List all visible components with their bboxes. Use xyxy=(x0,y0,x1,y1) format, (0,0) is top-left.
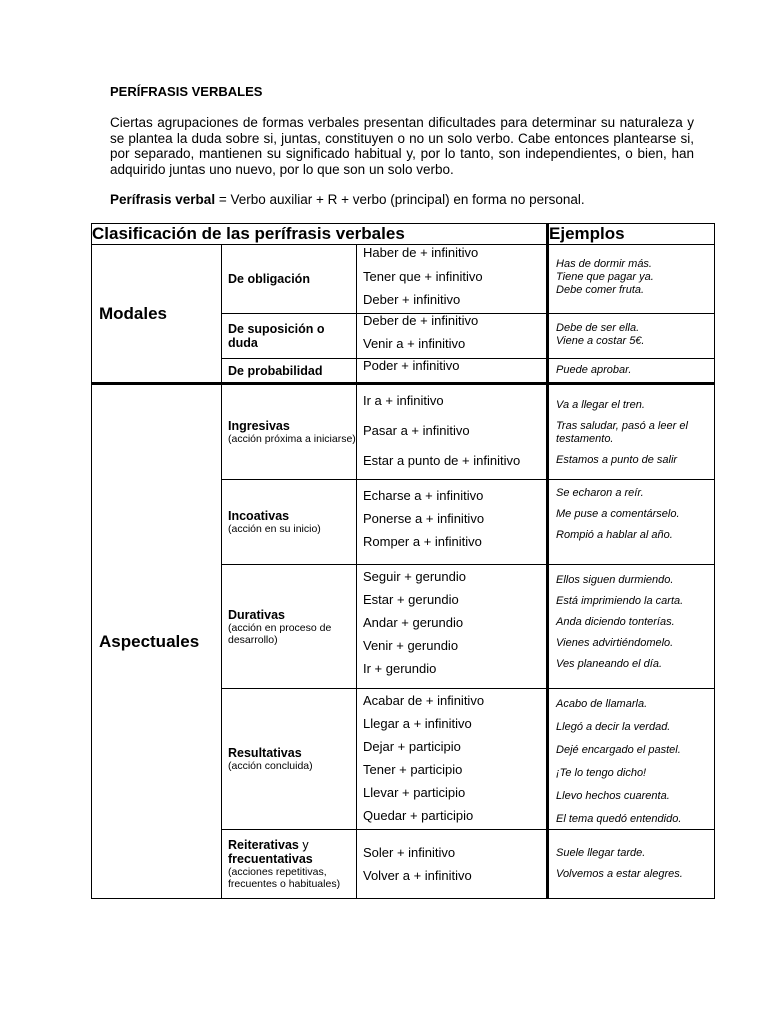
list-item: Anda diciendo tonterías. xyxy=(556,616,675,628)
examples-probabilidad xyxy=(548,359,715,384)
list-item: Andar + gerundio xyxy=(363,615,464,630)
list-item: Dejé encargado el pastel. xyxy=(556,744,681,756)
examples-incoativas xyxy=(548,480,715,565)
subtype-obligacion: De obligación xyxy=(222,245,357,314)
list-item: Tener + participio xyxy=(363,762,463,777)
document-title: PERÍFRASIS VERBALES xyxy=(110,84,263,99)
verbs-obligacion xyxy=(357,245,548,314)
list-item: Ir + gerundio xyxy=(363,661,437,676)
list-item: Se echaron a reír. xyxy=(556,487,644,499)
list-item: Quedar + participio xyxy=(363,808,474,823)
list-item: Debe comer fruta. xyxy=(556,284,645,296)
verbs-incoativas xyxy=(357,480,548,565)
subtype-ingresivas: Ingresivas (acción próxima a iniciarse) xyxy=(222,384,357,480)
subtype-reiterativas: Reiterativas y frecuentativas (acciones repetitivas, frecuentes o habituales) xyxy=(222,830,357,899)
examples-ingresivas xyxy=(548,384,715,480)
verbs-reiterativas xyxy=(357,830,548,899)
subtype-durativas: Durativas (acción en proceso de desarrollo) xyxy=(222,565,357,689)
verbs-resultativas xyxy=(357,689,548,830)
subtype-incoativas: Incoativas (acción en su inicio) xyxy=(222,480,357,565)
list-item: Tiene que pagar ya. xyxy=(556,271,654,283)
list-item: Has de dormir más. xyxy=(556,258,652,270)
examples-resultativas xyxy=(548,689,715,830)
list-item: Puede aprobar. xyxy=(556,364,632,376)
group-label-modales: Modales xyxy=(92,245,222,384)
list-item: Suele llegar tarde. xyxy=(556,847,646,859)
group-label-aspectuales: Aspectuales xyxy=(92,384,222,899)
list-item: Ves planeando el día. xyxy=(556,658,663,670)
list-item: Ponerse a + infinitivo xyxy=(363,511,485,526)
list-item: Estar a punto de + infinitivo xyxy=(363,453,521,468)
list-item: Deber + infinitivo xyxy=(363,292,461,307)
list-item: Viene a costar 5€. xyxy=(556,335,645,347)
list-item: Tras saludar, pasó a leer el testamento. xyxy=(556,420,688,445)
list-item: Debe de ser ella. xyxy=(556,322,640,334)
verbs-durativas xyxy=(357,565,548,689)
list-item: Dejar + participio xyxy=(363,739,461,754)
list-item: Llegar a + infinitivo xyxy=(363,716,472,731)
list-item: Ir a + infinitivo xyxy=(363,393,444,408)
list-item: Romper a + infinitivo xyxy=(363,534,482,549)
list-item: Va a llegar el tren. xyxy=(556,399,645,411)
verbs-ingresivas xyxy=(357,384,548,480)
list-item: Rompió a hablar al año. xyxy=(556,529,673,541)
examples-obligacion xyxy=(548,245,715,314)
definition-line xyxy=(110,192,585,207)
header-examples: Ejemplos xyxy=(548,224,715,245)
list-item: Acabo de llamarla. xyxy=(556,698,648,710)
verbs-probabilidad xyxy=(357,359,548,384)
subtype-suposicion: De suposición o duda xyxy=(222,314,357,359)
examples-suposicion xyxy=(548,314,715,359)
list-item: Haber de + infinitivo xyxy=(363,245,479,260)
list-item: Deber de + infinitivo xyxy=(363,313,479,328)
definition-term: Perífrasis verbal xyxy=(110,192,216,207)
examples-reiterativas xyxy=(548,830,715,899)
list-item: Está imprimiendo la carta. xyxy=(556,595,684,607)
list-item: Me puse a comentárselo. xyxy=(556,508,680,520)
subtype-resultativas: Resultativas (acción concluida) xyxy=(222,689,357,830)
list-item: Acabar de + infinitivo xyxy=(363,693,485,708)
intro-paragraph: Ciertas agrupaciones de formas verbales presentan dificultades para determinar su naturaleza y se plantea la duda sobre si, juntas, constituyen o no un solo verbo. Cabe entonces plantearse si, por separado, mantienen su significado habitual y, por lo tanto, son independientes, o bien, han adquirido juntas uno nuevo, por lo que son un solo verbo. xyxy=(110,115,694,177)
list-item: Volver a + infinitivo xyxy=(363,868,472,883)
list-item: Venir a + infinitivo xyxy=(363,336,466,351)
list-item: Estamos a punto de salir xyxy=(556,454,678,466)
list-item: Llevo hechos cuarenta. xyxy=(556,790,670,802)
list-item: El tema quedó entendido. xyxy=(556,813,682,825)
list-item: Soler + infinitivo xyxy=(363,845,456,860)
list-item: Seguir + gerundio xyxy=(363,569,466,584)
list-item: Llevar + participio xyxy=(363,785,466,800)
verbs-suposicion xyxy=(357,314,548,359)
header-classification: Clasificación de las perífrasis verbales xyxy=(92,224,548,245)
table-row xyxy=(92,245,715,314)
list-item: Ellos siguen durmiendo. xyxy=(556,574,674,586)
list-item: Venir + gerundio xyxy=(363,638,459,653)
list-item: Tener que + infinitivo xyxy=(363,269,483,284)
list-item: Echarse a + infinitivo xyxy=(363,488,484,503)
list-item: Pasar a + infinitivo xyxy=(363,423,470,438)
subtype-probabilidad: De probabilidad xyxy=(222,359,357,384)
list-item: ¡Te lo tengo dicho! xyxy=(556,767,647,779)
table-row xyxy=(92,384,715,480)
list-item: Estar + gerundio xyxy=(363,592,459,607)
table-header-row xyxy=(92,224,715,245)
list-item: Llegó a decir la verdad. xyxy=(556,721,671,733)
list-item: Volvemos a estar alegres. xyxy=(556,868,683,880)
classification-table xyxy=(91,223,715,899)
definition-text: = Verbo auxiliar + R + verbo (principal) en forma no personal. xyxy=(215,192,585,207)
list-item: Poder + infinitivo xyxy=(363,358,460,373)
list-item: Vienes advirtiéndomelo. xyxy=(556,637,674,649)
examples-durativas xyxy=(548,565,715,689)
